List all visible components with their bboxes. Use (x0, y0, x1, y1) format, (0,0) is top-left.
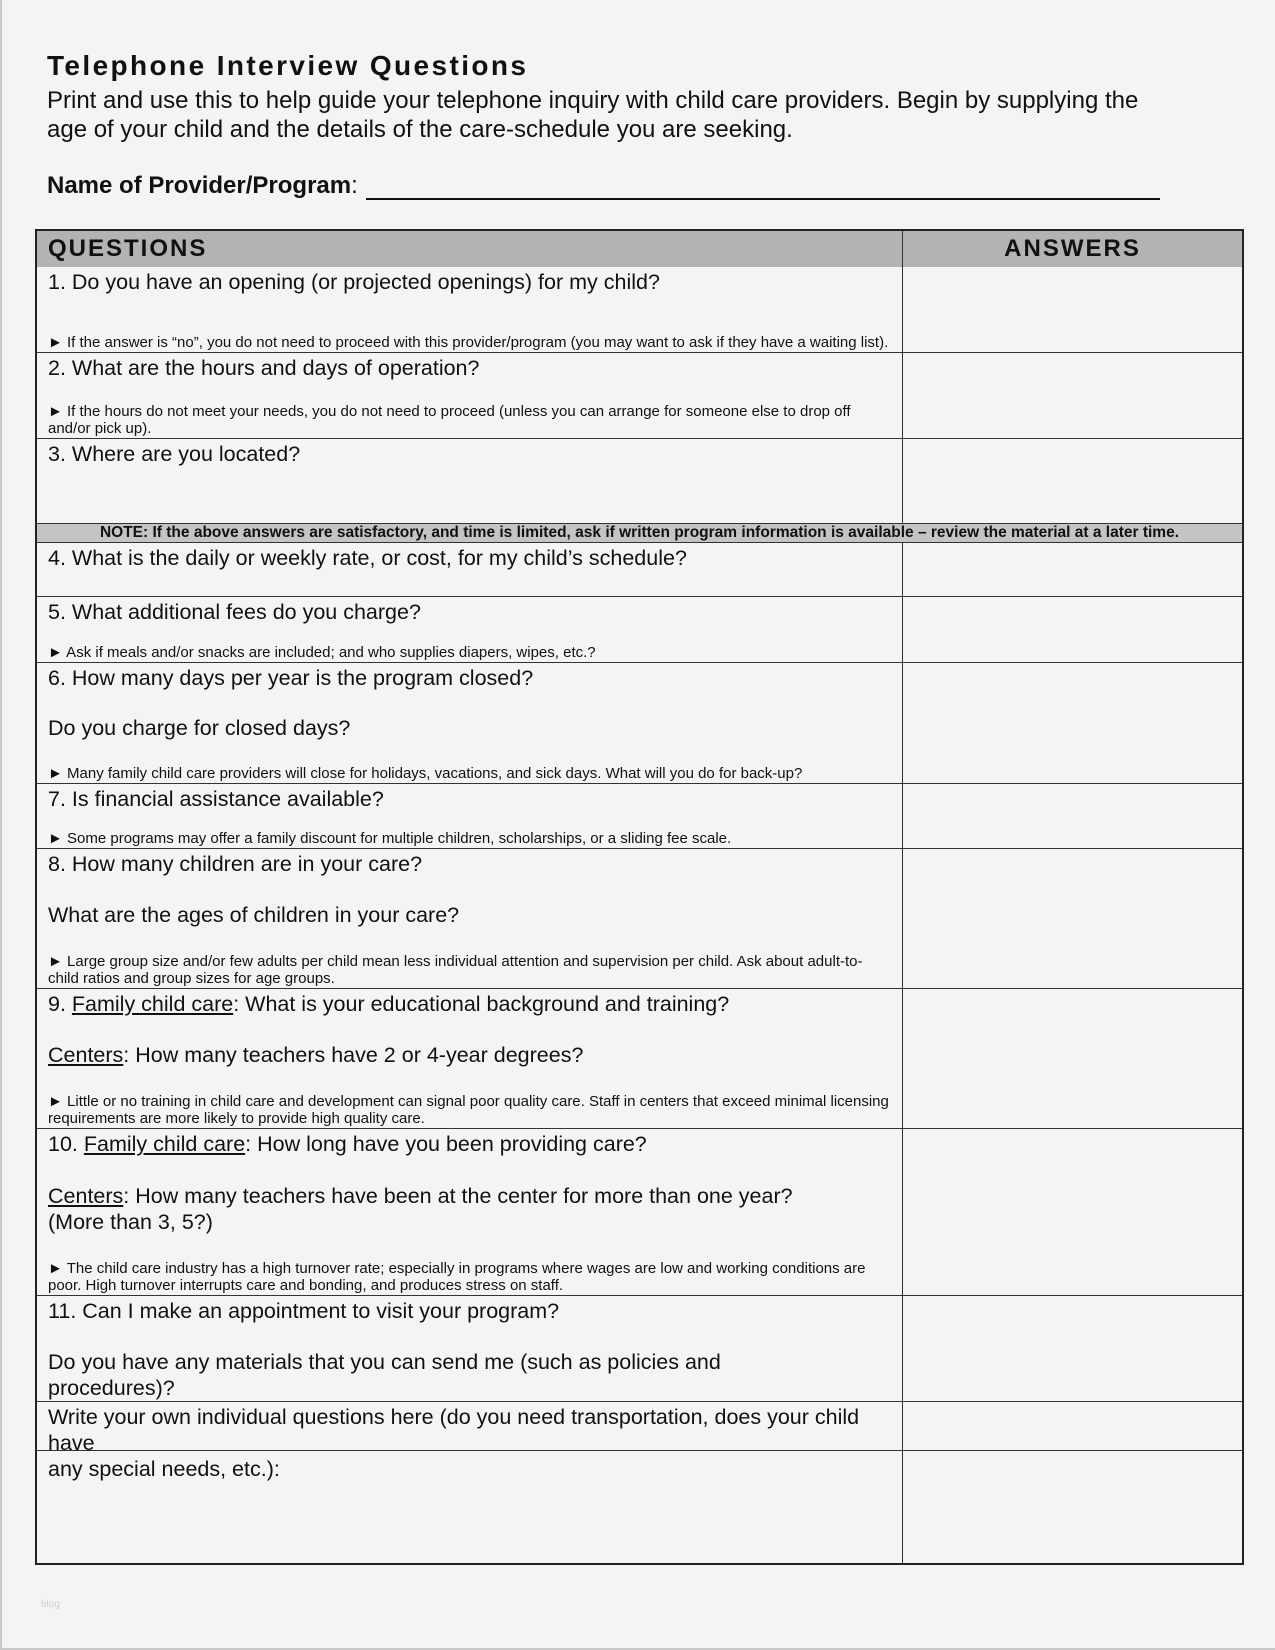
question-segment: 7. Is financial assistance available? (48, 787, 384, 811)
answer-cell[interactable] (903, 353, 1242, 438)
table-row (37, 1401, 1242, 1481)
question-segment: : How long have you been providing care? (245, 1132, 647, 1156)
question-text (48, 355, 892, 381)
table-row (37, 783, 1242, 848)
question-tip: ► Ask if meals and/or snacks are included; and who supplies diapers, wipes, etc.? (48, 644, 596, 661)
question-segment: 9. (48, 992, 72, 1016)
answer-cell[interactable] (903, 597, 1242, 662)
question-tip: ► Some programs may offer a family discount for multiple children, scholarships, or a sliding fee scale. (48, 830, 732, 847)
question-text (48, 269, 892, 295)
question-cell (37, 353, 903, 438)
table-row (37, 988, 1242, 1128)
question-cell (37, 1129, 903, 1295)
question-text (48, 991, 892, 1017)
question-segment: 2. What are the hours and days of operation? (48, 356, 480, 380)
question-tip: ► Many family child care providers will close for holidays, vacations, and sick days. What will you do for back-up? (48, 765, 803, 782)
question-segment: 5. What additional fees do you charge? (48, 600, 421, 624)
table-row (37, 542, 1242, 596)
answer-cell[interactable] (903, 267, 1242, 352)
question-text (48, 441, 892, 467)
answer-cell[interactable] (903, 1451, 1242, 1563)
question-cell (37, 663, 903, 783)
answer-cell[interactable] (903, 1402, 1242, 1450)
question-tip: ► The child care industry has a high turnover rate; especially in programs where wages are low and working conditions are poor. High turnover interrupts care and bonding, and produces stress on staff. (48, 1260, 866, 1294)
question-tip: ► Large group size and/or few adults per child mean less individual attention and supervision per child. Ask about adult-to-child ratios and group sizes for age groups. (48, 953, 863, 987)
question-tip: ► If the hours do not meet your needs, you do not need to proceed (unless you can arrange for someone else to drop off and/or pick up). (48, 403, 851, 437)
question-segment: 1. Do you have an opening (or projected openings) for my child? (48, 270, 660, 294)
provider-name-field (47, 172, 1160, 200)
question-cell (37, 1402, 903, 1481)
table-row (37, 438, 1242, 523)
answer-cell[interactable] (903, 663, 1242, 783)
question-cell (37, 989, 903, 1128)
question-cell (37, 784, 903, 848)
provider-name-blank-line[interactable] (366, 174, 1160, 200)
question-segment: : How many teachers have been at the center for more than one year? (More than 3, 5?) (48, 1183, 793, 1234)
table-row (37, 1450, 1242, 1563)
question-text (48, 599, 892, 625)
answer-cell[interactable] (903, 543, 1242, 596)
question-text (48, 1298, 892, 1324)
provider-name-colon: : (351, 172, 358, 199)
page-title: Telephone Interview Questions (47, 50, 529, 81)
question-cell (37, 849, 903, 988)
answer-cell[interactable] (903, 1129, 1242, 1295)
question-segment: Do you have any materials that you can send me (such as policies and procedures)? (48, 1350, 721, 1400)
question-segment: What are the ages of children in your care? (48, 903, 460, 927)
question-cell (37, 439, 903, 523)
table-row (37, 848, 1242, 988)
table-row (37, 596, 1242, 662)
questions-table (35, 229, 1244, 1565)
question-segment: 4. What is the daily or weekly rate, or cost, for my child’s schedule? (48, 546, 687, 570)
question-segment: Do you charge for closed days? (48, 716, 351, 740)
question-text (48, 1349, 892, 1401)
answer-cell[interactable] (903, 1296, 1242, 1401)
question-segment: : How many teachers have 2 or 4-year degrees? (123, 1043, 584, 1067)
table-row (37, 1128, 1242, 1295)
question-category-label: Centers (48, 1043, 124, 1067)
question-text (48, 1183, 892, 1235)
answer-cell[interactable] (903, 784, 1242, 848)
question-text (48, 715, 892, 741)
intro-text: Print and use this to help guide your telephone inquiry with child care providers. Begin by supplying the age of your child and the details of the care-schedule you are seeking. (47, 87, 1139, 143)
note-row (37, 523, 1242, 542)
answer-cell[interactable] (903, 439, 1242, 523)
answer-cell[interactable] (903, 849, 1242, 988)
header-questions: QUESTIONS (37, 231, 903, 267)
question-category-label: Family child care (71, 992, 234, 1016)
question-text (48, 1042, 892, 1068)
table-row (37, 662, 1242, 783)
question-text (48, 851, 892, 877)
question-text (48, 665, 892, 691)
question-segment: 6. How many days per year is the program closed? (48, 666, 534, 690)
question-cell (37, 1451, 903, 1563)
table-row (37, 267, 1242, 352)
question-tip: ► If the answer is “no”, you do not need to proceed with this provider/program (you may want to ask if they have a waiting list). (48, 334, 889, 351)
header-answers: ANSWERS (1004, 235, 1141, 262)
question-category-label: Family child care (83, 1132, 246, 1156)
question-text (48, 545, 892, 571)
question-cell (37, 267, 903, 352)
question-text (48, 1131, 892, 1157)
question-cell (37, 1296, 903, 1401)
question-cell (37, 597, 903, 662)
question-category-label: Centers (48, 1183, 124, 1208)
question-cell (37, 543, 903, 596)
question-segment: 8. How many children are in your care? (48, 852, 423, 876)
table-header-row (37, 231, 1242, 267)
note-text: NOTE: If the above answers are satisfactory, and time is limited, ask if written program information is available – review the material at a later time. (99, 524, 1180, 541)
table-row (37, 1295, 1242, 1401)
question-text (48, 786, 892, 812)
question-segment: 11. Can I make an appointment to visit your program? (48, 1299, 560, 1323)
question-text (48, 902, 892, 928)
question-segment: Write your own individual questions here (do you need transportation, does your child have any special needs, etc.): (48, 1405, 860, 1481)
question-segment: 3. Where are you located? (48, 442, 301, 466)
question-segment: : What is your educational background and training? (233, 992, 730, 1016)
watermark: blog (41, 1599, 60, 1610)
provider-name-label: Name of Provider/Program (47, 172, 352, 199)
answer-cell[interactable] (903, 989, 1242, 1128)
question-segment: 10. (48, 1132, 84, 1156)
question-tip: ► Little or no training in child care and development can signal poor quality care. Staff in centers that exceed minimal licensing requirements are more likely to provide high quality care. (48, 1093, 889, 1127)
table-row (37, 352, 1242, 438)
